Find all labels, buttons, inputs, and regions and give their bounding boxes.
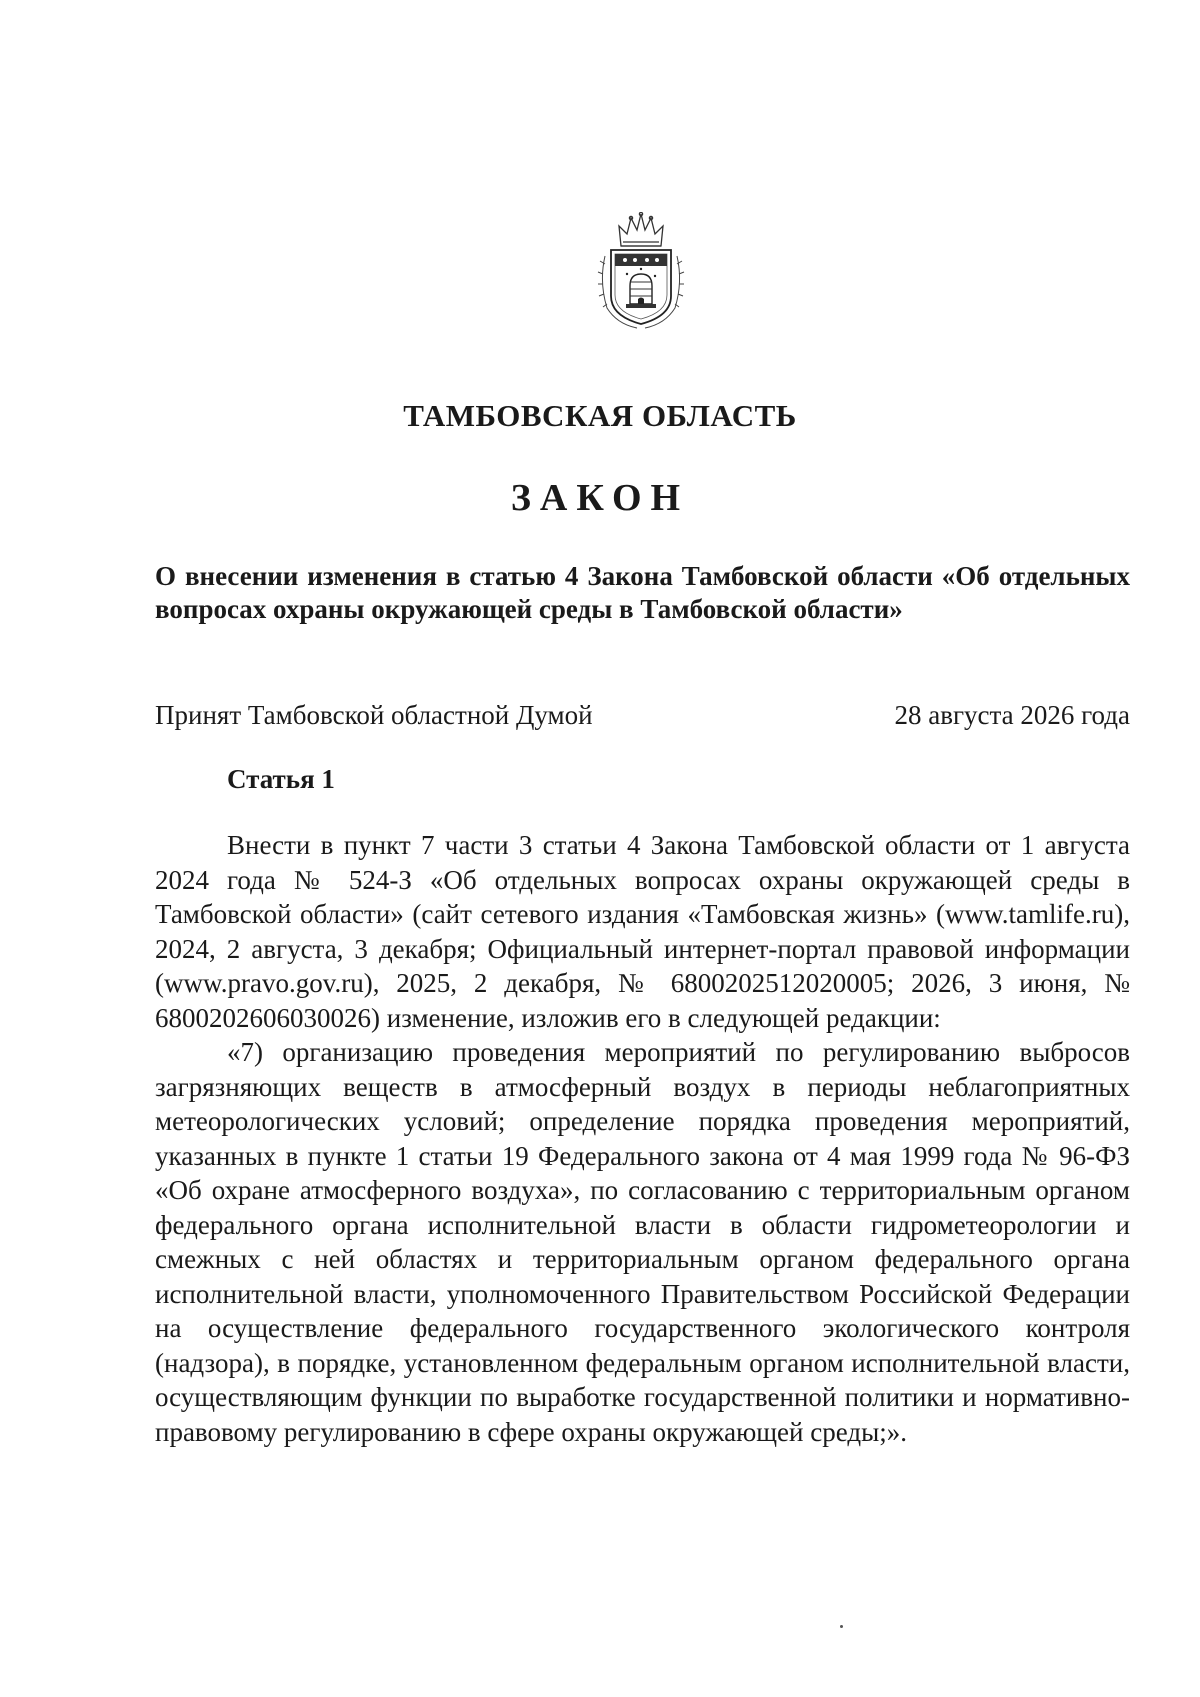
adopting-body: Принят Тамбовской областной Думой bbox=[155, 700, 593, 730]
tambov-region-coat-of-arms-icon bbox=[597, 212, 685, 332]
adoption-date: 28 августа 2026 года bbox=[894, 700, 1130, 730]
document-type-title: ЗАКОН bbox=[510, 477, 690, 519]
article-paragraph: «7) организацию проведения мероприятий по регулированию выбросов загрязняющих веществ в атмосферный воздух в периоды неблагоприятных метеорологических условий; определение порядка проведения мероприятий, указанных в пункте 1 статьи 19 Федерального закона от 4 мая 1999 года № 96-ФЗ «Об охране атмосферного воздуха», по согласованию с территориальным органом федерального органа исполнительной власти в области гидрометеорологии и смежных с ней областях и территориальным органом федерального органа исполнительной власти, уполномоченного Правительством Российской Федерации на осуществление федерального государственного экологического контроля (надзора), в порядке, установленном федеральным органом исполнительной власти, осуществляющим функции по выработке государственной политики и нормативно-правовому регулированию в сфере охраны окружающей среды;». bbox=[155, 1037, 1130, 1447]
article-heading: Статья 1 bbox=[227, 764, 335, 794]
adoption-row bbox=[155, 700, 1130, 731]
article-paragraph: Внести в пункт 7 части 3 статьи 4 Закона Тамбовской области от 1 августа 2024 года № 524-З «Об отдельных вопросах охраны окружающей среды в Тамбовской области» (сайт сетевого издания «Тамбовская жизнь» (www.tamlife.ru), 2024, 2 августа, 3 декабря; Официальный интернет-портал правовой информации (www.pravo.gov.ru), 2025, 2 декабря, № 6800202512020005; 2026, 3 июня, № 6800202606030026) изменение, изложив его в следующей редакции: bbox=[155, 830, 1130, 1033]
article-body bbox=[155, 828, 1130, 1449]
scan-dot bbox=[840, 1625, 843, 1628]
law-subject: О внесении изменения в статью 4 Закона Тамбовской области «Об отдельных вопросах охраны окружающей среды в Тамбовской области» bbox=[155, 561, 1130, 624]
region-title: ТАМБОВСКАЯ ОБЛАСТЬ bbox=[403, 398, 797, 433]
